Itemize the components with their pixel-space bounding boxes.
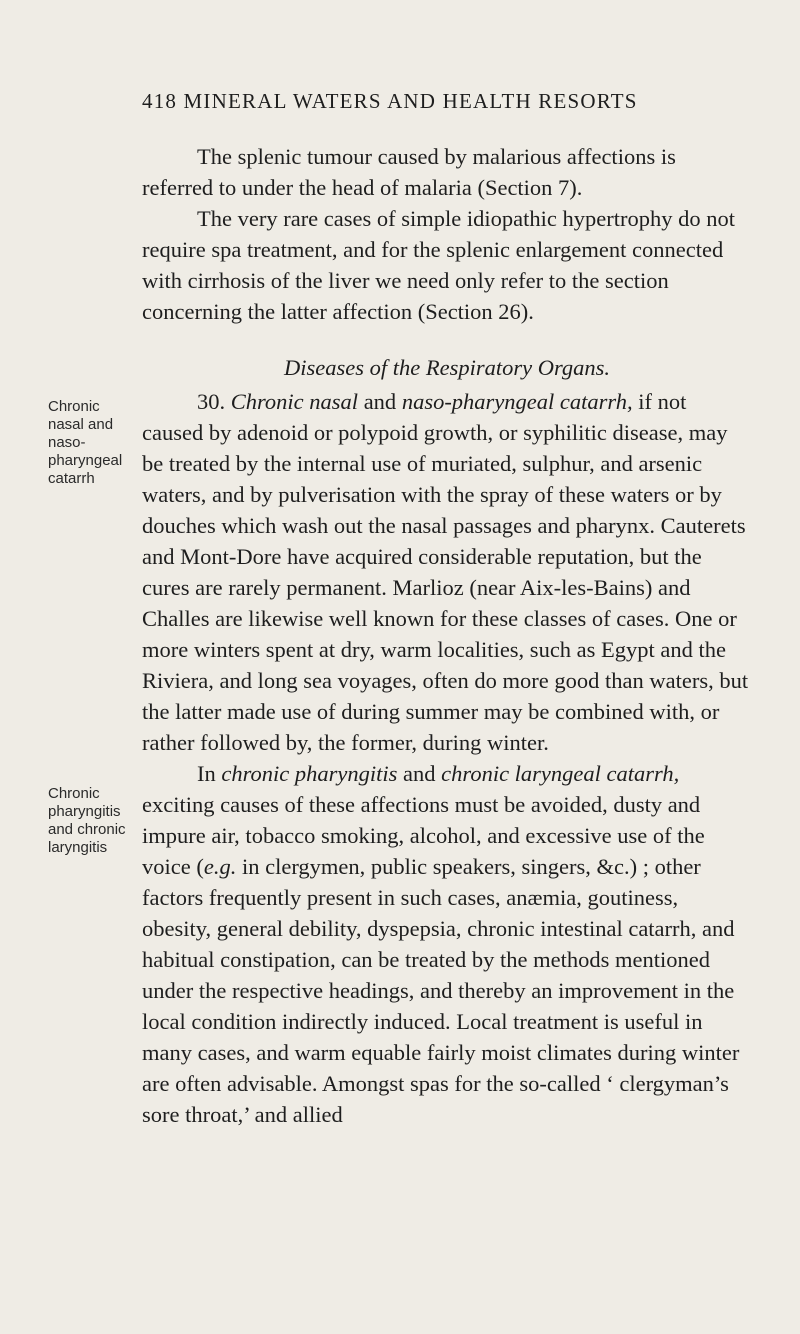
section-heading: Diseases of the Respiratory Organs. bbox=[283, 355, 611, 380]
paragraph-number: 30. bbox=[197, 389, 226, 414]
intro-text bbox=[142, 141, 752, 327]
paragraph-31-body-a: exciting causes of these affections must be avoided, dusty and impure air, tobacco smoking, alcohol, and excessive use of the voice ( bbox=[142, 792, 705, 879]
term-naso-pharyngeal: naso-pharyngeal catarrh, bbox=[401, 389, 633, 414]
conjunction: and bbox=[403, 761, 436, 786]
respiratory-text bbox=[142, 386, 752, 1130]
running-head: 418 MINERAL WATERS AND HEALTH RESORTS bbox=[142, 89, 638, 113]
term-laryngeal-catarrh: chronic laryngeal catarrh, bbox=[441, 761, 680, 786]
paragraph-31 bbox=[142, 758, 752, 1130]
paragraph-30 bbox=[142, 386, 752, 758]
paragraph-idiopathic-hypertrophy: The very rare cases of simple idiopathic hypertrophy do not require spa treatment, and for the splenic enlargement connected with cirrhosis of the liver we need only refer to the section concerning the latter affection (Section 26). bbox=[142, 206, 735, 324]
paragraph-31-body-b: in clergymen, public speakers, singers, &c.) ; other factors frequently present in such cases, anæmia, goutiness, obesity, general debility, dyspepsia, chronic intestinal catarrh, and habitual constipation, can be treated by the methods mentioned under the respective headings, and thereby an improvement in the local condition indirectly induced. Local treatment is useful in many cases, and warm equable fairly moist climates during winter are often advisable. Amongst spas for the so-called ‘ clergyman’s sore throat,’ and allied bbox=[142, 854, 740, 1127]
term-chronic-nasal: Chronic nasal bbox=[230, 389, 359, 414]
margin-note-pharyngitis: Chronic pharyngitis and chronic laryngitis bbox=[48, 785, 126, 856]
term-chronic-pharyngitis: chronic pharyngitis bbox=[221, 761, 398, 786]
conjunction: and bbox=[363, 389, 397, 414]
paragraph-30-body: if not caused by adenoid or polypoid growth, or syphilitic disease, may be treated by the internal use of muriated, sulphur, and arsenic waters, and by pulverisation with the spray of these waters or by douches which wash out the nasal passages and pharynx. Cauterets and Mont-Dore have acquired considerable reputation, but the cures are rarely permanent. Marlioz (near Aix-les-Bains) and Challes are likewise well known for these classes of cases. One or more winters spent at dry, warm localities, such as Egypt and the Riviera, and long sea voyages, often do more good than waters, but the latter made use of during summer may be combined with, or rather followed by, the former, during winter. bbox=[142, 389, 749, 755]
paragraph-splenic-tumour: The splenic tumour caused by malarious affections is referred to under the head of malaria (Section 7). bbox=[142, 144, 676, 200]
abbrev-eg: e.g. bbox=[203, 854, 237, 879]
paragraph-lead: In bbox=[197, 761, 216, 786]
margin-note-nasal-catarrh: Chronic nasal and naso-pharyngeal catarrh bbox=[48, 398, 123, 487]
